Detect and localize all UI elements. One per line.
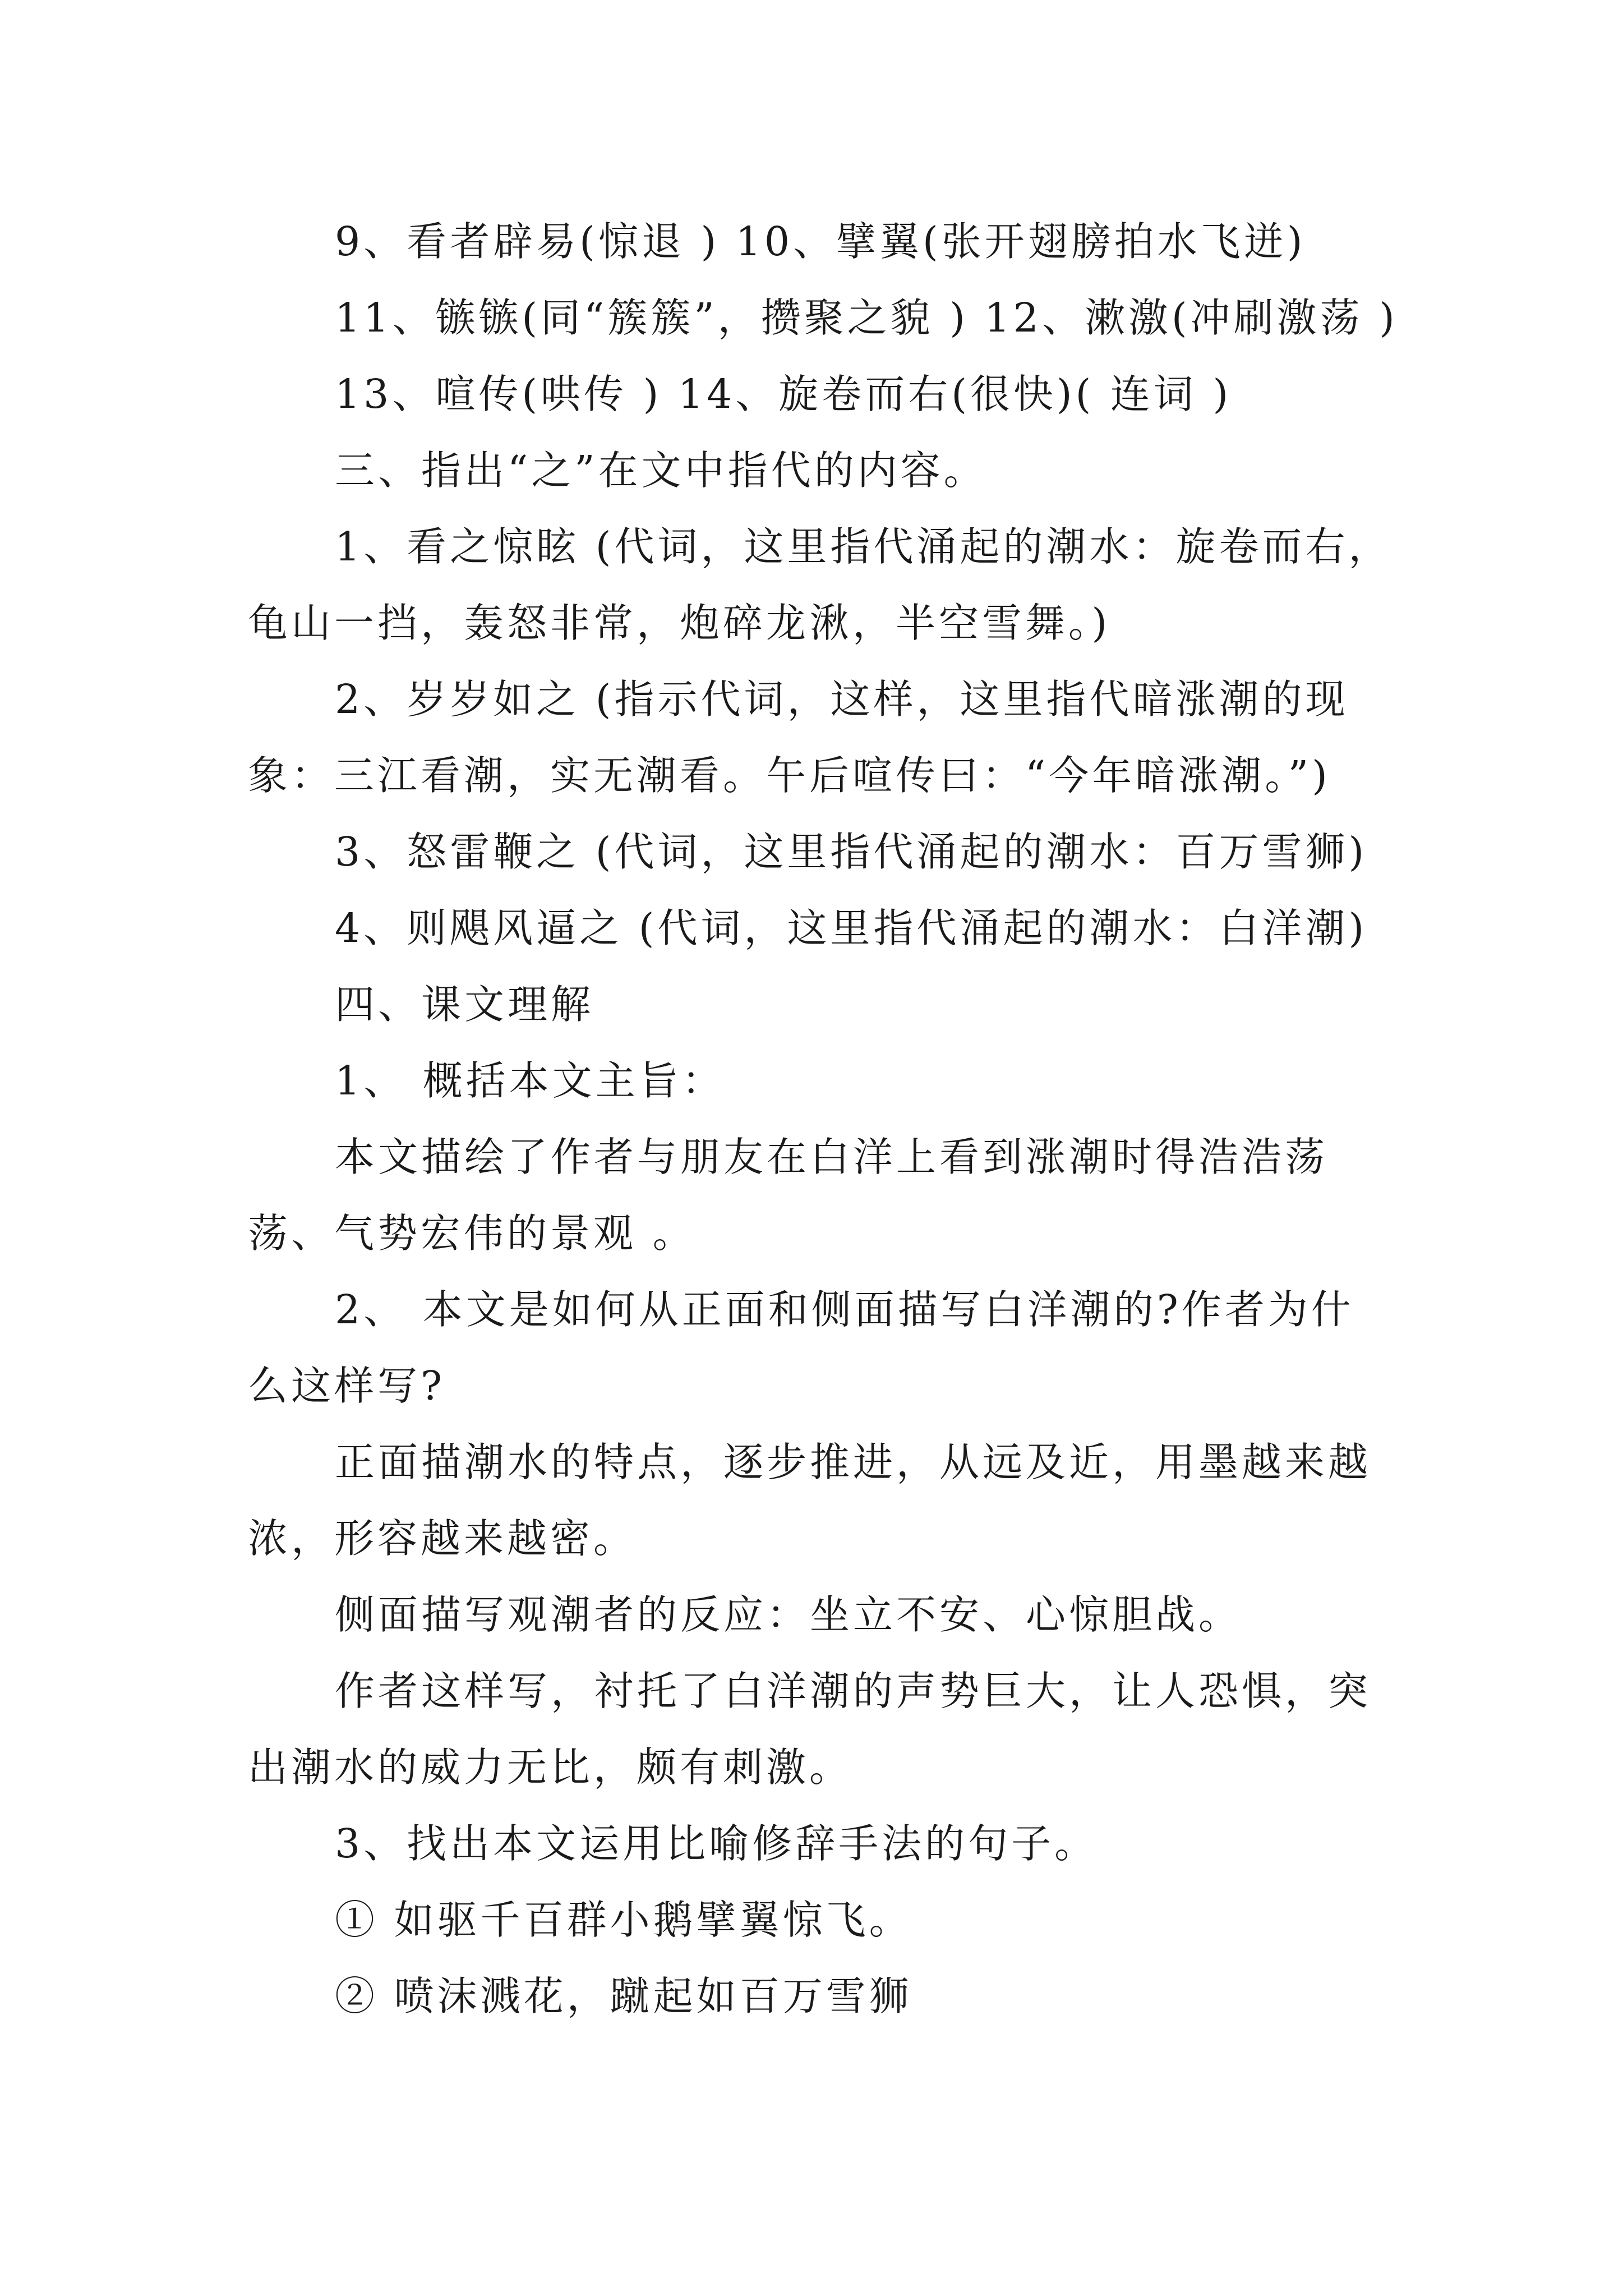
text-line: 2、 本文是如何从正面和侧面描写白洋潮的?作者为什 bbox=[335, 1286, 1354, 1333]
text-line: 本文描绘了作者与朋友在白洋上看到涨潮时得浩浩荡 bbox=[335, 1134, 1329, 1180]
text-line: 侧面描写观潮者的反应：坐立不安、心惊胆战。 bbox=[335, 1591, 1242, 1638]
text-line: 正面描潮水的特点，逐步推进，从远及近，用墨越来越 bbox=[335, 1439, 1372, 1485]
text-line: 龟山一挡，轰怒非常，炮碎龙湫，半空雪舞。) bbox=[248, 600, 1111, 646]
text-line: 荡、气势宏伟的景观 。 bbox=[248, 1210, 696, 1257]
section-heading: 三、指出“之”在文中指代的内容。 bbox=[335, 447, 987, 494]
text-line: 出潮水的威力无比，颇有刺激。 bbox=[248, 1744, 853, 1791]
text-line: 象：三江看潮，实无潮看。午后喧传曰：“今年暗涨潮。”) bbox=[248, 752, 1331, 799]
text-line: 4、则飓风逼之 (代词，这里指代涌起的潮水：白洋潮) bbox=[335, 905, 1368, 951]
text-line: 么这样写? bbox=[248, 1363, 446, 1409]
list-item: ① 如驱千百群小鹅擘翼惊飞。 bbox=[335, 1897, 912, 1943]
text-line: 13、喧传(哄传 ) 14、旋卷而右(很快)( 连词 ) bbox=[335, 371, 1232, 417]
text-line: 浓，形容越来越密。 bbox=[248, 1515, 637, 1562]
text-line: 3、怒雷鞭之 (代词，这里指代涌起的潮水：百万雪狮) bbox=[335, 829, 1368, 875]
text-line: 1、看之惊眩 (代词，这里指代涌起的潮水：旋卷而右， bbox=[335, 523, 1392, 570]
text-line: 3、找出本文运用比喻修辞手法的句子。 bbox=[335, 1820, 1098, 1867]
section-heading: 四、课文理解 bbox=[335, 981, 594, 1028]
text-line: 作者这样写，衬托了白洋潮的声势巨大，让人恐惧，突 bbox=[335, 1668, 1372, 1714]
text-line: 2、岁岁如之 (指示代词，这样，这里指代暗涨潮的现 bbox=[335, 676, 1349, 723]
text-line: 9、看者辟易(惊退 ) 10、擘翼(张开翅膀拍水飞迸) bbox=[335, 218, 1306, 265]
text-line: 1、 概括本文主旨： bbox=[335, 1057, 725, 1104]
list-item: ② 喷沫溅花，蹴起如百万雪狮 bbox=[335, 1973, 912, 2019]
text-line: 11、镞镞(同“簇簇”，攒聚之貌 ) 12、漱激(冲刷激荡 ) bbox=[335, 295, 1398, 341]
